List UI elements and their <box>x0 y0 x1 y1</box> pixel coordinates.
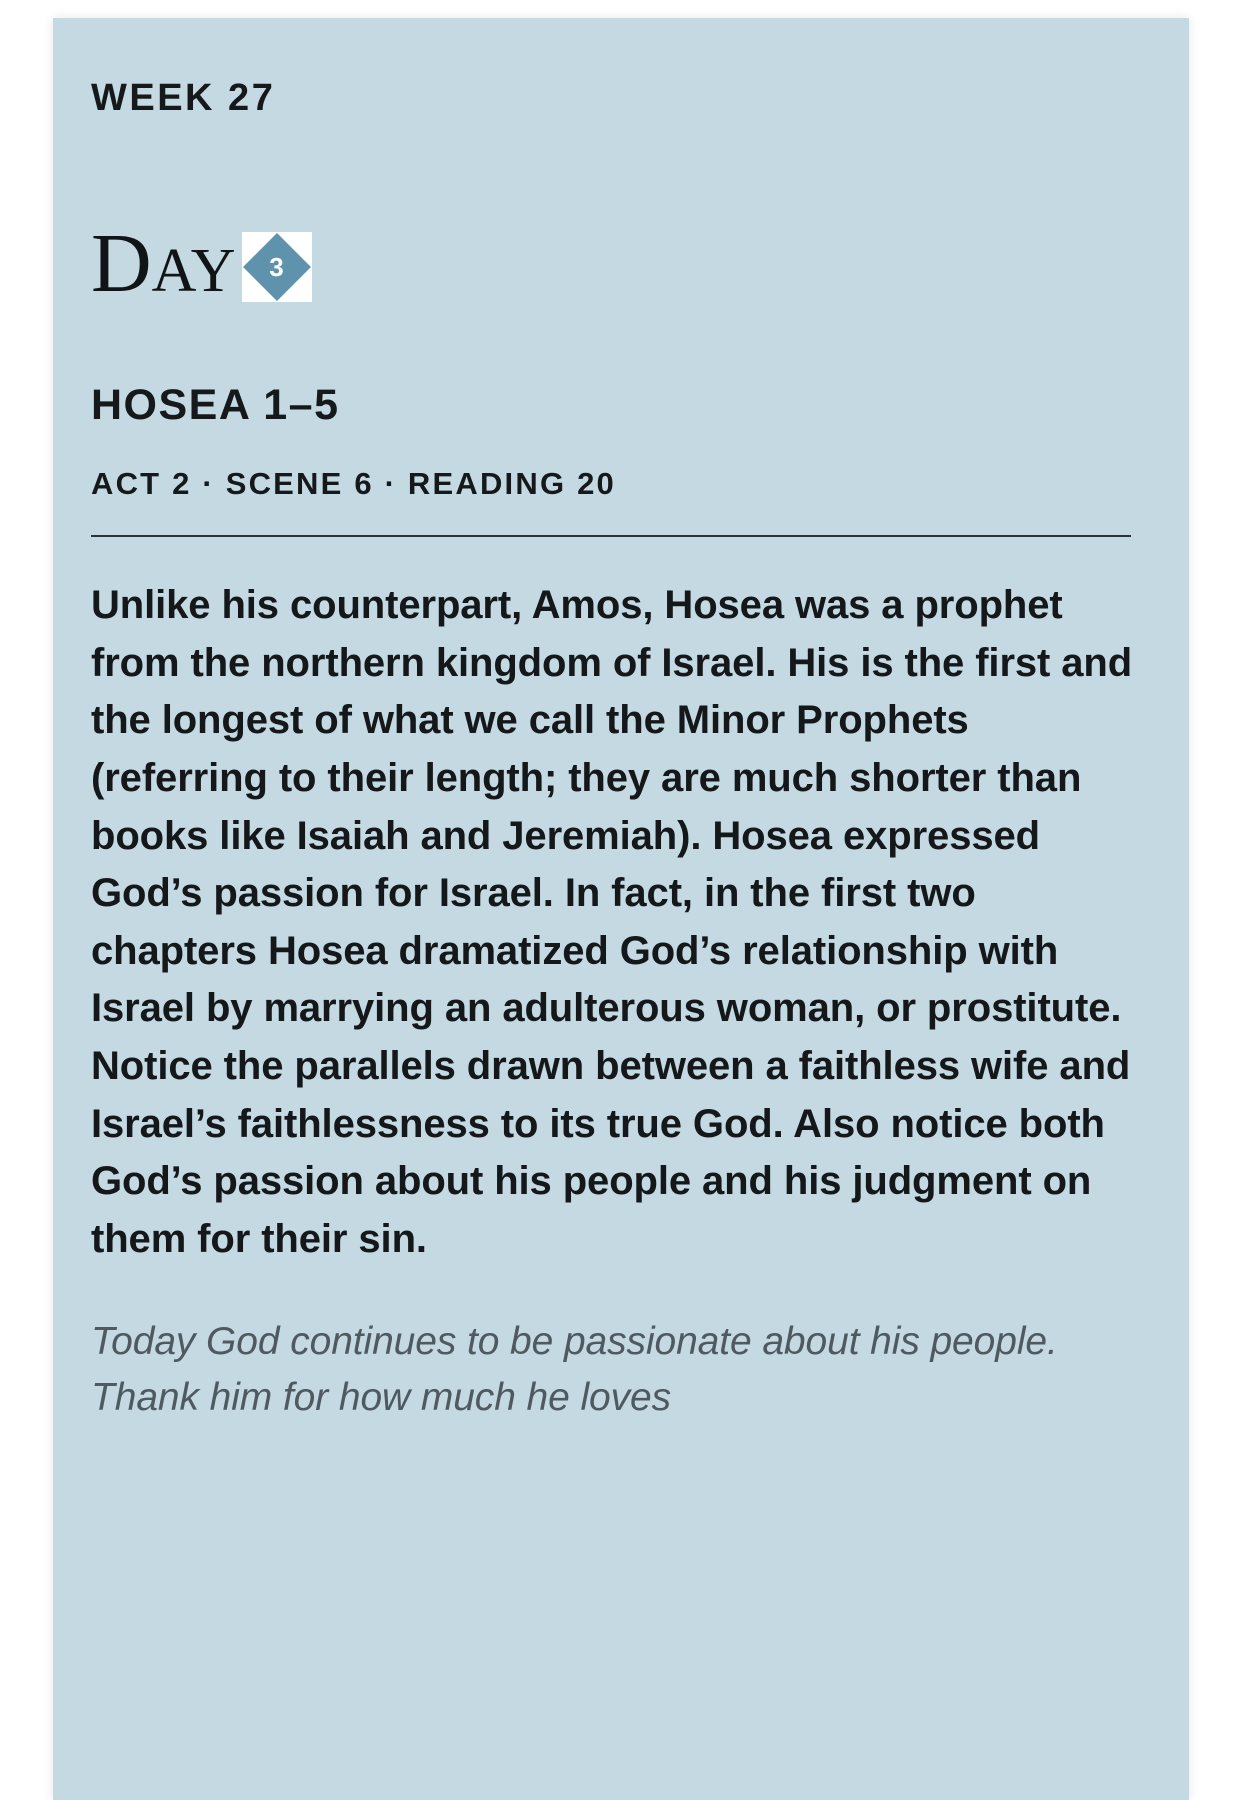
body-paragraph: Unlike his counterpart, Amos, Hosea was a prophet from the northern kingdom of Israel. His is the first and the longest of what we call the Minor Prophets (referring to their length; they are much shorter than books like Isaiah and Jeremiah). Hosea expressed God’s passion for Israel. In fact, in the first two chapters Hosea dramatized God’s relationship with Israel by marrying an adulterous woman, or prostitute. Notice the parallels drawn between a faithless wife and Israel’s faithlessness to its true God. Also notice both God’s passion about his people and his judgment on them for their sin. <box>91 583 1133 1261</box>
day-word-capital: D <box>91 217 152 310</box>
day-number-badge <box>242 232 312 302</box>
day-heading <box>91 212 1151 310</box>
divider <box>91 535 1131 537</box>
week-label: WEEK 27 <box>91 77 276 119</box>
passage-reference: HOSEA 1–5 <box>91 380 340 429</box>
prayer-paragraph: Today God continues to be passionate about his people. Thank him for how much he loves <box>91 1320 1058 1419</box>
day-number: 3 <box>269 251 284 282</box>
act-scene-reading: ACT 2 · SCENE 6 · READING 20 <box>91 466 616 502</box>
devotional-card <box>53 18 1189 1800</box>
day-word <box>91 217 236 310</box>
day-word-rest: AY <box>151 237 236 305</box>
